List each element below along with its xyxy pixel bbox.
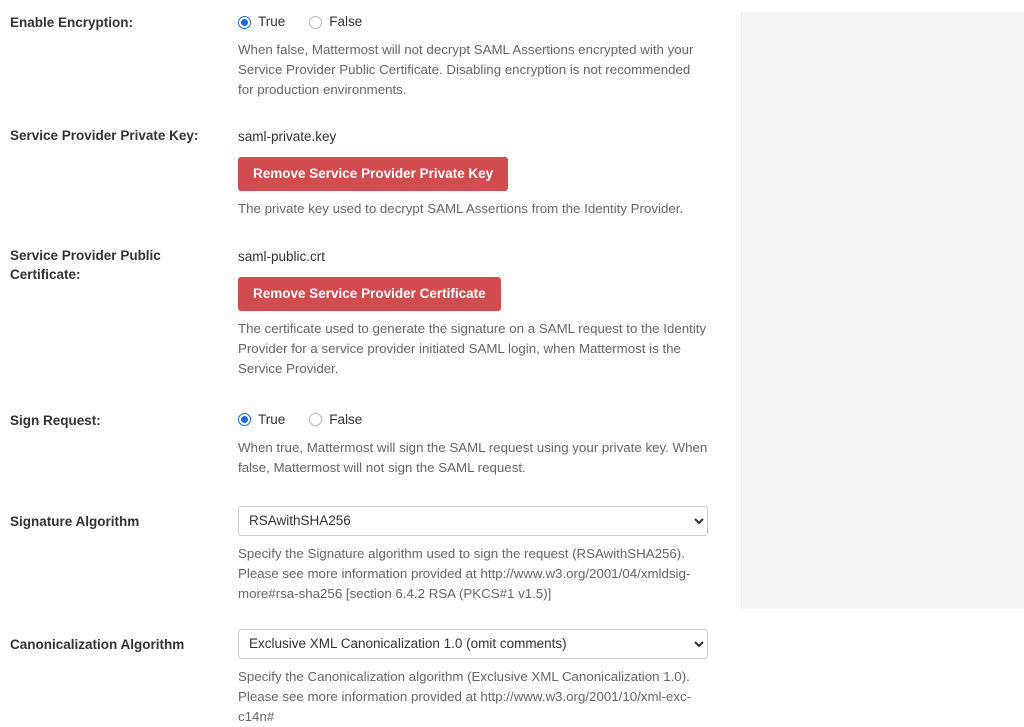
file-name-private-key: saml-private.key: [238, 128, 337, 144]
setting-row-enable-encryption: [0, 12, 742, 101]
field-sign-request: [238, 410, 742, 478]
remove-service-provider-private-key-button[interactable]: Remove Service Provider Private Key: [238, 157, 508, 191]
saml-settings-form: [0, 12, 742, 727]
field-service-provider-private-key: [238, 127, 742, 219]
label-signature-algorithm: Signature Algorithm: [10, 513, 140, 529]
radio-label-false: False: [329, 411, 363, 427]
label-service-provider-private-key: Service Provider Private Key:: [10, 127, 199, 143]
setting-row-canonicalization-algorithm: [0, 629, 742, 727]
help-text-canonicalization-algorithm: Specify the Canonicalization algorithm (Exclusive XML Canonicalization 1.0). Please see more information provided at http://www.w3.org/2001/10/xml-exc-c14n#: [238, 668, 692, 724]
setting-row-signature-algorithm: [0, 506, 742, 605]
label-canonicalization-algorithm: Canonicalization Algorithm: [10, 636, 185, 652]
label-service-provider-public-certificate: Service Provider Public Certificate:: [10, 247, 161, 282]
radio-group-sign-request: [238, 410, 726, 430]
radio-enable-encryption-true[interactable]: [238, 15, 285, 29]
radio-label-true: True: [258, 411, 286, 427]
radio-indicator-icon[interactable]: [238, 16, 251, 29]
radio-sign-request-true[interactable]: [238, 413, 285, 427]
saml-settings-page: [0, 12, 1024, 724]
help-text-sign-request: When true, Mattermost will sign the SAML request using your private key. When false, Mattermost will not sign the SAML request.: [238, 439, 708, 475]
radio-enable-encryption-false[interactable]: [309, 15, 362, 29]
field-service-provider-public-certificate: [238, 247, 742, 380]
radio-label-false: False: [329, 14, 363, 30]
setting-row-sign-request: [0, 410, 742, 478]
setting-row-service-provider-private-key: [0, 127, 742, 219]
remove-service-provider-certificate-button[interactable]: Remove Service Provider Certificate: [238, 277, 501, 311]
file-name-public-certificate: saml-public.crt: [238, 248, 326, 264]
help-text-public-certificate: The certificate used to generate the signature on a SAML request to the Identity Provider for a service provider initiated SAML login, when Mattermost is the Service Provider.: [238, 320, 707, 377]
radio-indicator-icon[interactable]: [309, 413, 322, 426]
radio-sign-request-false[interactable]: [309, 413, 362, 427]
radio-indicator-icon[interactable]: [309, 16, 322, 29]
signature-algorithm-select[interactable]: [238, 506, 708, 536]
help-text-private-key: The private key used to decrypt SAML Assertions from the Identity Provider.: [238, 200, 684, 216]
field-signature-algorithm: [238, 506, 742, 605]
setting-row-service-provider-public-certificate: [0, 247, 742, 380]
radio-indicator-icon[interactable]: [238, 413, 251, 426]
radio-group-enable-encryption: [238, 12, 726, 32]
help-text-signature-algorithm: Specify the Signature algorithm used to sign the request (RSAwithSHA256). Please see more information provided at http://www.w3.org/2001/04/xmldsig-more#rsa-sha256 [section 6.4.2 RSA (PKCS#1 v1.5)]: [238, 545, 691, 602]
label-sign-request: Sign Request:: [10, 412, 101, 428]
help-text-enable-encryption: When false, Mattermost will not decrypt SAML Assertions encrypted with your Service Provider Public Certificate. Disabling encryption is not recommended for production environments.: [238, 42, 694, 98]
field-canonicalization-algorithm: [238, 629, 742, 727]
radio-label-true: True: [258, 14, 286, 30]
field-enable-encryption: [238, 12, 742, 101]
canonicalization-algorithm-select[interactable]: [238, 629, 708, 659]
right-gutter: [741, 12, 1024, 609]
label-enable-encryption: Enable Encryption:: [10, 15, 134, 30]
